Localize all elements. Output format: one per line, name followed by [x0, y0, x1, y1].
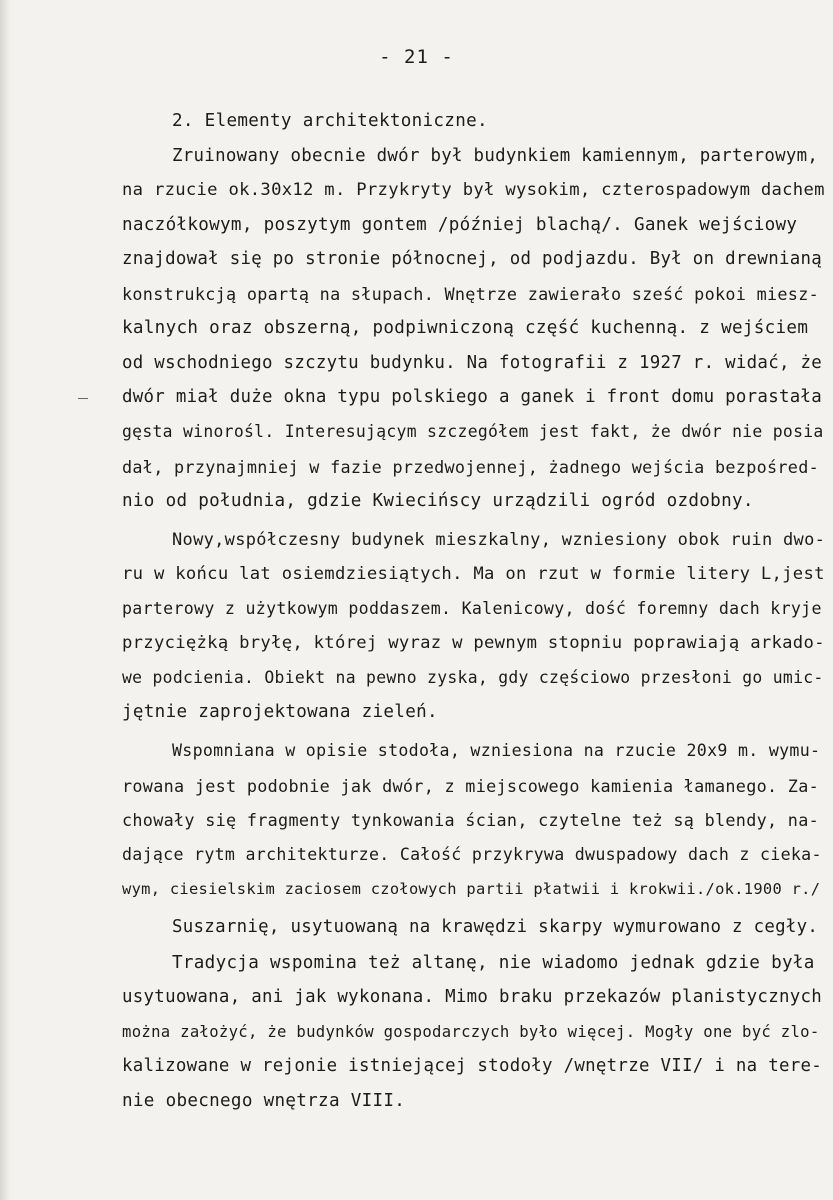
text-line: parterowy z użytkowym poddaszem. Kalenicowy, dość foremny dach kryje: [122, 599, 822, 618]
text-line: wym, ciesielskim zaciosem czołowych partii płatwii i krokwii./ok.1900 r./: [122, 880, 821, 898]
text-line: można założyć, że budynków gospodarczych było więcej. Mogły one być zlo-: [122, 1023, 820, 1041]
scan-edge-shadow: [0, 0, 10, 1200]
text-line: znajdował się po stronie północnej, od podjazdu. Był on drewnianą: [122, 249, 823, 269]
text-line: Nowy,współczesny budynek mieszkalny, wzniesiony obok ruin dwo-: [172, 530, 826, 550]
text-line: usytuowana, ani jak wykonana. Mimo braku przekazów planistycznych: [122, 987, 823, 1007]
text-line: we podcienia. Obiekt na pewno zyska, gdy częściowo przesłoni go umic-: [122, 668, 824, 687]
text-line: Zruinowany obecnie dwór był budynkiem kamiennym, parterowym,: [172, 146, 819, 166]
text-line: naczółkowym, poszytym gontem /później blachą/. Ganek wejściowy: [122, 215, 798, 235]
section-heading: 2. Elementy architektoniczne.: [172, 111, 488, 131]
text-line: rowana jest podobnie jak dwór, z miejscowego kamienia łamanego. Za-: [122, 776, 820, 796]
text-line: jętnie zaprojektowana zieleń.: [122, 702, 438, 722]
text-line: kalnych oraz obszerną, podpiwniczoną część kuchenną. z wejściem: [122, 318, 809, 338]
text-line: konstrukcją opartą na słupach. Wnętrze zawierało sześć pokoi miesz-: [122, 284, 820, 304]
text-line: chowały się fragmenty tynkowania ścian, czytelne też są blendy, na-: [122, 810, 820, 830]
text-line: gęsta winorośl. Interesującym szczegółem jest fakt, że dwór nie posia: [122, 422, 824, 441]
text-line: ru w końcu lat osiemdziesiątych. Ma on rzut w formie litery L,jest: [122, 564, 825, 584]
text-line: kalizowane w rejonie istniejącej stodoły /wnętrze VII/ i na tere-: [122, 1056, 823, 1076]
text-line: na rzucie ok.30x12 m. Przykryty był wysokim, czterospadowym dachem: [122, 180, 825, 200]
text-line: nie obecnego wnętrza VIII.: [122, 1091, 406, 1111]
page-number: - 21 -: [379, 46, 454, 68]
text-line: dające rytm architekturze. Całość przykrywa dwuspadowy dach z cieka-: [122, 845, 822, 864]
margin-mark: [78, 398, 88, 399]
text-line: dwór miał duże okna typu polskiego a ganek i front domu porastała: [122, 387, 823, 407]
text-line: Suszarnię, usytuowaną na krawędzi skarpy wymurowano z cegły.: [172, 917, 819, 937]
text-line: przyciężką bryłę, której wyraz w pewnym stopniu poprawiają arkado-: [122, 633, 825, 653]
text-line: Wspomniana w opisie stodoła, wzniesiona na rzucie 20x9 m. wymu-: [172, 741, 821, 760]
text-line: od wschodniego szczytu budynku. Na fotografii z 1927 r. widać, że: [122, 353, 823, 373]
text-line: nio od południa, gdzie Kwiecińscy urządzili ogród ozdobny.: [122, 491, 754, 511]
text-line: Tradycja wspomina też altanę, nie wiadomo jednak gdzie była: [172, 953, 815, 973]
text-line: dał, przynajmniej w fazie przedwojennej, żadnego wejścia bezpośred-: [122, 457, 820, 477]
